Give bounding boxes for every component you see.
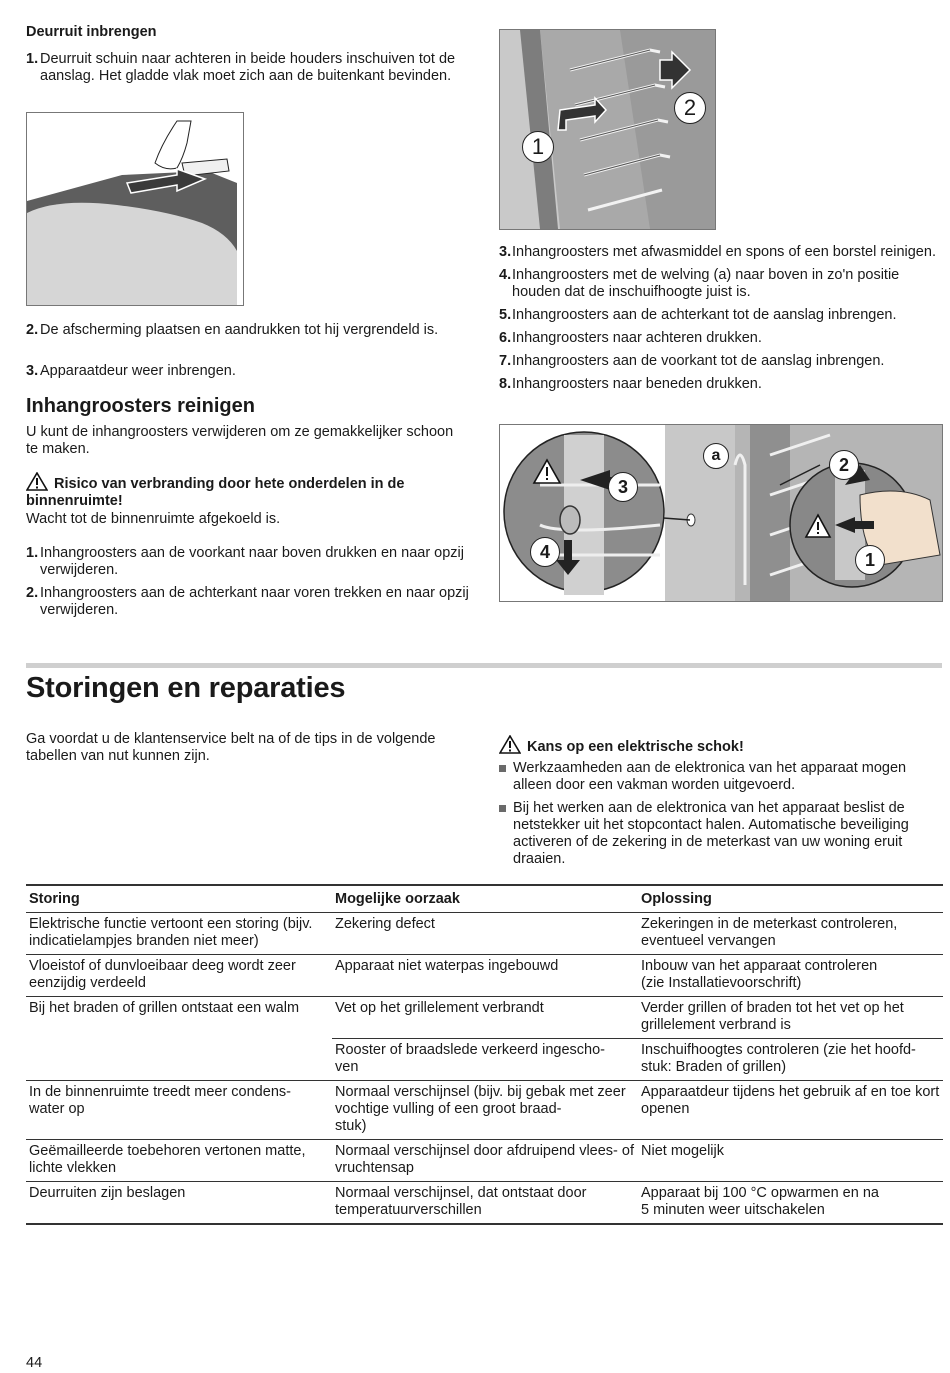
rack-section-title: Inhangroosters reinigen	[26, 395, 255, 417]
burn-warning-text: Wacht tot de binnenruimte afgekoeld is.	[26, 511, 281, 527]
troubleshooting-table	[26, 884, 943, 1225]
table-row	[26, 1039, 943, 1081]
table-row	[26, 1140, 943, 1182]
callout-2: 2	[674, 92, 706, 124]
list-item	[26, 545, 471, 579]
callout-3: 3	[608, 472, 638, 502]
door-glass-figure	[26, 112, 244, 306]
step-number: 3.	[499, 244, 512, 260]
shock-warning-title	[499, 735, 744, 756]
burn-warning-title	[26, 472, 456, 510]
callout-1: 1	[522, 131, 554, 163]
step-text: Inhangroosters aan de voorkant naar boven drukken en naar opzij verwijderen.	[40, 545, 465, 578]
table-cell: Niet mogelijk	[638, 1140, 943, 1182]
rack-removal-illustration	[500, 30, 715, 229]
table-cell: Normaal verschijnsel, dat ontstaat door temperatuurverschillen	[332, 1182, 638, 1225]
step-text: Deurruit schuin naar achteren in beide houders inschuiven tot de aanslag. Het gladde vlak moet zich aan de buitenkant bevinden.	[40, 51, 456, 84]
warning-text: Kans op een elektrische schok!	[527, 739, 744, 755]
table-row	[26, 913, 943, 955]
callout-4: 4	[530, 537, 560, 567]
table-cell: In de binnenruimte treedt meer condens- water op	[26, 1081, 332, 1140]
page-number: 44	[26, 1355, 43, 1371]
table-cell	[26, 1039, 332, 1081]
table-cell: Vloeistof of dunvloeibaar deeg wordt zeer eenzijdig verdeeld	[26, 955, 332, 997]
column-header: Oplossing	[638, 885, 943, 913]
step-number: 4.	[499, 267, 512, 283]
table-row	[26, 997, 943, 1039]
table-header-row	[26, 885, 943, 913]
table-row	[26, 1182, 943, 1225]
column-header: Mogelijke oorzaak	[332, 885, 638, 913]
table-row	[26, 1081, 943, 1140]
table-cell: Verder grillen of braden tot het vet op het grillelement verbrand is	[638, 997, 943, 1039]
table-cell: Zekering defect	[332, 913, 638, 955]
table-cell: Normaal verschijnsel (bijv. bij gebak met zeer vochtige vulling of een groot braad- stuk)	[332, 1081, 638, 1140]
section-heading-deurruit: Deurruit inbrengen	[26, 24, 157, 40]
troubleshooting-intro: Ga voordat u de klantenservice belt na of de tips in de volgende tabellen van nut kunnen zijn.	[26, 731, 436, 764]
step-text: Inhangroosters naar beneden drukken.	[512, 376, 762, 392]
step-text: Inhangroosters aan de achterkant tot de aanslag inbrengen.	[512, 307, 897, 323]
table-cell: Rooster of braadslede verkeerd ingescho- ven	[332, 1039, 638, 1081]
table-cell: Apparaat niet waterpas ingebouwd	[332, 955, 638, 997]
table-cell: Vet op het grillelement verbrandt	[332, 997, 638, 1039]
step-text: Inhangroosters aan de achterkant naar voren trekken en naar opzij verwijderen.	[40, 585, 469, 618]
warning-triangle-icon	[499, 735, 521, 754]
step-number: 1.	[26, 545, 39, 561]
step-text: Inhangroosters met de welving (a) naar boven in zo'n positie houden dat de inschuifhoogte juist is.	[512, 267, 900, 300]
table-cell: Elektrische functie vertoont een storing (bijv. indicatielampjes branden niet meer)	[26, 913, 332, 955]
step-text: De afscherming plaatsen en aandrukken tot hij vergrendeld is.	[40, 322, 439, 338]
step-number: 7.	[499, 353, 512, 369]
step-number: 1.	[26, 51, 39, 67]
step-2	[26, 322, 471, 339]
step-number: 6.	[499, 330, 512, 346]
table-cell: Apparaatdeur tijdens het gebruik af en toe kort openen	[638, 1081, 943, 1140]
callout-2: 2	[829, 450, 859, 480]
troubleshooting-title: Storingen en reparaties	[26, 672, 346, 704]
list-item	[26, 585, 471, 619]
table-cell: Zekeringen in de meterkast controleren, eventueel vervangen	[638, 913, 943, 955]
table-cell: Inschuifhoogtes controleren (zie het hoofd- stuk: Braden of grillen)	[638, 1039, 943, 1081]
list-item	[499, 353, 939, 370]
table-cell: Inbouw van het apparaat controleren (zie Installatievoorschrift)	[638, 955, 943, 997]
step-text: Inhangroosters naar achteren drukken.	[512, 330, 762, 346]
step-number: 3.	[26, 363, 39, 379]
table-cell: Deurruiten zijn beslagen	[26, 1182, 332, 1225]
rack-removal-figure	[499, 29, 716, 230]
step-text: Apparaatdeur weer inbrengen.	[40, 363, 236, 379]
table-cell: Apparaat bij 100 °C opwarmen en na 5 minuten weer uitschakelen	[638, 1182, 943, 1225]
list-item	[499, 376, 939, 393]
rack-install-steps	[499, 244, 939, 393]
column-header: Storing	[26, 885, 332, 913]
rack-install-figure	[499, 424, 943, 602]
table-cell: Geëmailleerde toebehoren vertonen matte, lichte vlekken	[26, 1140, 332, 1182]
step-number: 5.	[499, 307, 512, 323]
door-glass-illustration	[27, 113, 243, 305]
step-number: 8.	[499, 376, 512, 392]
section-divider	[26, 663, 942, 668]
step-1	[26, 51, 471, 85]
table-row	[26, 955, 943, 997]
step-number: 2.	[26, 585, 39, 601]
step-text: Inhangroosters aan de voorkant tot de aanslag inbrengen.	[512, 353, 885, 369]
table-cell: Bij het braden of grillen ontstaat een walm	[29, 1000, 300, 1016]
rack-remove-steps	[26, 545, 471, 619]
list-item	[499, 267, 939, 301]
shock-warning-list	[499, 760, 941, 874]
list-item	[499, 244, 939, 261]
table-cell: Normaal verschijnsel door afdruipend vlees- of vruchtensap	[332, 1140, 638, 1182]
step-text: Inhangroosters met afwasmiddel en spons of een borstel reinigen.	[512, 244, 936, 260]
callout-1: 1	[855, 545, 885, 575]
list-item	[499, 307, 939, 324]
warning-text: Risico van verbranding door hete onderdelen in de binnenruimte!	[26, 476, 405, 509]
step-3	[26, 363, 471, 380]
list-item: Werkzaamheden aan de elektronica van het apparaat mogen alleen door een vakman worden uitgevoerd.	[499, 760, 941, 794]
step-number: 2.	[26, 322, 39, 338]
list-item: Bij het werken aan de elektronica van het apparaat beslist de netstekker uit het stopcontact halen. Automatische beveiliging activeren of de zekering in de meterkast van uw woning eruit draaien.	[499, 800, 941, 868]
rack-section-intro: U kunt de inhangroosters verwijderen om ze gemakkelijker schoon te maken.	[26, 424, 454, 457]
list-item	[499, 330, 939, 347]
warning-triangle-icon	[26, 472, 48, 491]
callout-a: a	[703, 443, 729, 469]
